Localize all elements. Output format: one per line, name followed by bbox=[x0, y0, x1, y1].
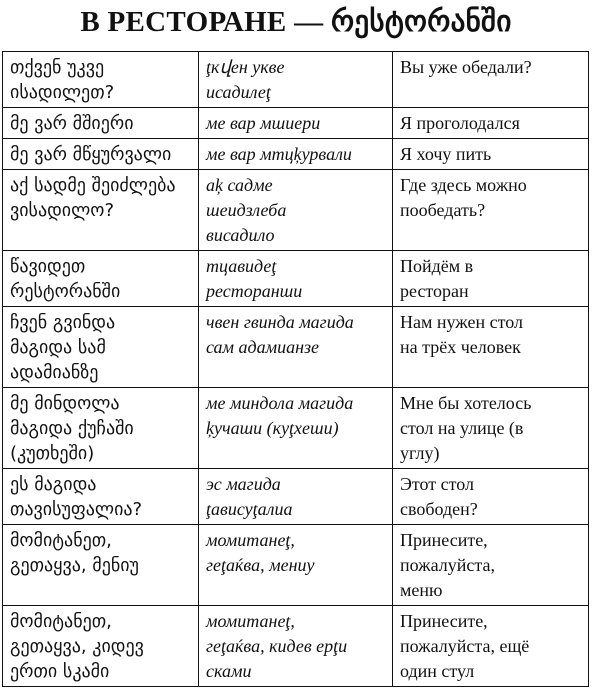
transliteration-cell bbox=[199, 170, 393, 251]
georgian-text: რესტორანში bbox=[10, 281, 121, 302]
transliteration-text: аķ садме bbox=[206, 175, 273, 195]
russian-cell bbox=[393, 606, 589, 687]
georgian-cell bbox=[3, 469, 199, 525]
table-row bbox=[3, 139, 589, 170]
russian-cell bbox=[393, 170, 589, 251]
transliteration-cell bbox=[199, 525, 393, 606]
georgian-text: ჩვენ გვინდა bbox=[10, 312, 116, 333]
russian-text: пожалуйста, ещё bbox=[400, 636, 530, 656]
russian-cell bbox=[393, 388, 589, 469]
georgian-text: ისადილეთ? bbox=[10, 82, 115, 103]
transliteration-cell bbox=[199, 108, 393, 139]
georgian-text: ერთი სკამი bbox=[10, 661, 110, 682]
russian-text: стол на улице (в bbox=[400, 418, 524, 438]
russian-text: один стул bbox=[400, 661, 475, 681]
russian-cell bbox=[393, 307, 589, 388]
russian-text: Этот стол bbox=[400, 474, 475, 494]
transliteration-cell bbox=[199, 251, 393, 307]
table-row bbox=[3, 170, 589, 251]
transliteration-text: геţаќва, кидев ерţи bbox=[206, 636, 348, 656]
transliteration-cell bbox=[199, 469, 393, 525]
georgian-cell bbox=[3, 108, 199, 139]
page-title: В РЕСТОРАНЕ — რესტორანში bbox=[80, 6, 512, 38]
georgian-text: გეთაყვა, კიდევ bbox=[10, 636, 144, 657]
table-row bbox=[3, 251, 589, 307]
transliteration-text: сками bbox=[206, 661, 252, 681]
transliteration-cell bbox=[199, 606, 393, 687]
georgian-text: მაგიდა სამ bbox=[10, 337, 106, 358]
georgian-text: ადამიანზე bbox=[10, 362, 99, 383]
transliteration-text: ţависуţалиа bbox=[206, 499, 293, 519]
russian-text: пообедать? bbox=[400, 200, 486, 220]
georgian-text: მაგიდა ქუჩაში bbox=[10, 418, 134, 439]
table-row bbox=[3, 52, 589, 108]
transliteration-text: висадило bbox=[206, 225, 275, 245]
russian-text: Мне бы хотелось bbox=[400, 393, 532, 413]
phrase-table bbox=[2, 51, 589, 687]
transliteration-text: ķучаши (куţхеши) bbox=[206, 418, 339, 438]
russian-cell bbox=[393, 469, 589, 525]
transliteration-text: ме вар мтцķурвали bbox=[206, 144, 352, 164]
georgian-cell bbox=[3, 307, 199, 388]
georgian-text: თქვენ უკვე bbox=[10, 57, 105, 78]
georgian-text: მე ვარ მშიერი bbox=[10, 113, 134, 134]
russian-cell bbox=[393, 139, 589, 170]
russian-text: свободен? bbox=[400, 499, 478, 519]
russian-text: Я проголодался bbox=[400, 113, 520, 133]
transliteration-text: исадилеţ bbox=[206, 82, 271, 102]
georgian-cell bbox=[3, 139, 199, 170]
georgian-cell bbox=[3, 388, 199, 469]
georgian-cell bbox=[3, 251, 199, 307]
transliteration-text: тцавидеţ bbox=[206, 256, 277, 276]
transliteration-text: сам адамианзе bbox=[206, 337, 320, 357]
georgian-text: წავიდეთ bbox=[10, 256, 86, 277]
transliteration-text: момитанеţ, bbox=[206, 530, 295, 550]
transliteration-text: момитанеţ, bbox=[206, 611, 295, 631]
georgian-text: მე ვარ მწყურვალი bbox=[10, 144, 172, 165]
transliteration-text: ţкվен укве bbox=[206, 57, 285, 77]
transliteration-cell bbox=[199, 52, 393, 108]
transliteration-text: чвен гвинда магида bbox=[206, 312, 354, 332]
georgian-text: ვისადილო? bbox=[10, 200, 114, 221]
georgian-cell bbox=[3, 52, 199, 108]
russian-text: Принесите, bbox=[400, 611, 488, 631]
georgian-text: თავისუფალია? bbox=[10, 499, 143, 520]
georgian-text: ეს მაგიდა bbox=[10, 474, 97, 495]
transliteration-cell bbox=[199, 139, 393, 170]
russian-cell bbox=[393, 108, 589, 139]
russian-text: Вы уже обедали? bbox=[400, 57, 532, 77]
table-row bbox=[3, 469, 589, 525]
russian-cell bbox=[393, 52, 589, 108]
table-row bbox=[3, 108, 589, 139]
russian-text: Принесите, bbox=[400, 530, 488, 550]
georgian-cell bbox=[3, 606, 199, 687]
table-row bbox=[3, 307, 589, 388]
transliteration-cell bbox=[199, 388, 393, 469]
russian-text: меню bbox=[400, 580, 443, 600]
table-row bbox=[3, 525, 589, 606]
russian-text: Я хочу пить bbox=[400, 144, 492, 164]
transliteration-text: ресторанши bbox=[206, 281, 303, 301]
phrase-table-body bbox=[3, 52, 589, 687]
russian-text: Пойдём в bbox=[400, 256, 474, 276]
transliteration-text: геţаќва, мениу bbox=[206, 555, 315, 575]
georgian-text: გეთაყვა, მენიუ bbox=[10, 555, 139, 576]
georgian-text: მე მინდოლა bbox=[10, 393, 120, 414]
georgian-text: მომიტანეთ, bbox=[10, 611, 112, 632]
russian-text: ресторан bbox=[400, 281, 469, 301]
table-row bbox=[3, 606, 589, 687]
russian-text: пожалуйста, bbox=[400, 555, 495, 575]
georgian-cell bbox=[3, 525, 199, 606]
russian-text: Где здесь можно bbox=[400, 175, 527, 195]
transliteration-cell bbox=[199, 307, 393, 388]
georgian-cell bbox=[3, 170, 199, 251]
russian-text: углу) bbox=[400, 443, 440, 463]
transliteration-text: эс магида bbox=[206, 474, 281, 494]
transliteration-text: шеидзлеба bbox=[206, 200, 287, 220]
georgian-text: (კუთხეში) bbox=[10, 443, 95, 464]
russian-text: на трёх человек bbox=[400, 337, 521, 357]
transliteration-text: ме вар мшиери bbox=[206, 113, 321, 133]
table-row bbox=[3, 388, 589, 469]
russian-cell bbox=[393, 525, 589, 606]
georgian-text: მომიტანეთ, bbox=[10, 530, 112, 551]
russian-text: Нам нужен стол bbox=[400, 312, 523, 332]
russian-cell bbox=[393, 251, 589, 307]
georgian-text: აქ სადმე შეიძლება bbox=[10, 175, 176, 196]
transliteration-text: ме миндола магида bbox=[206, 393, 354, 413]
